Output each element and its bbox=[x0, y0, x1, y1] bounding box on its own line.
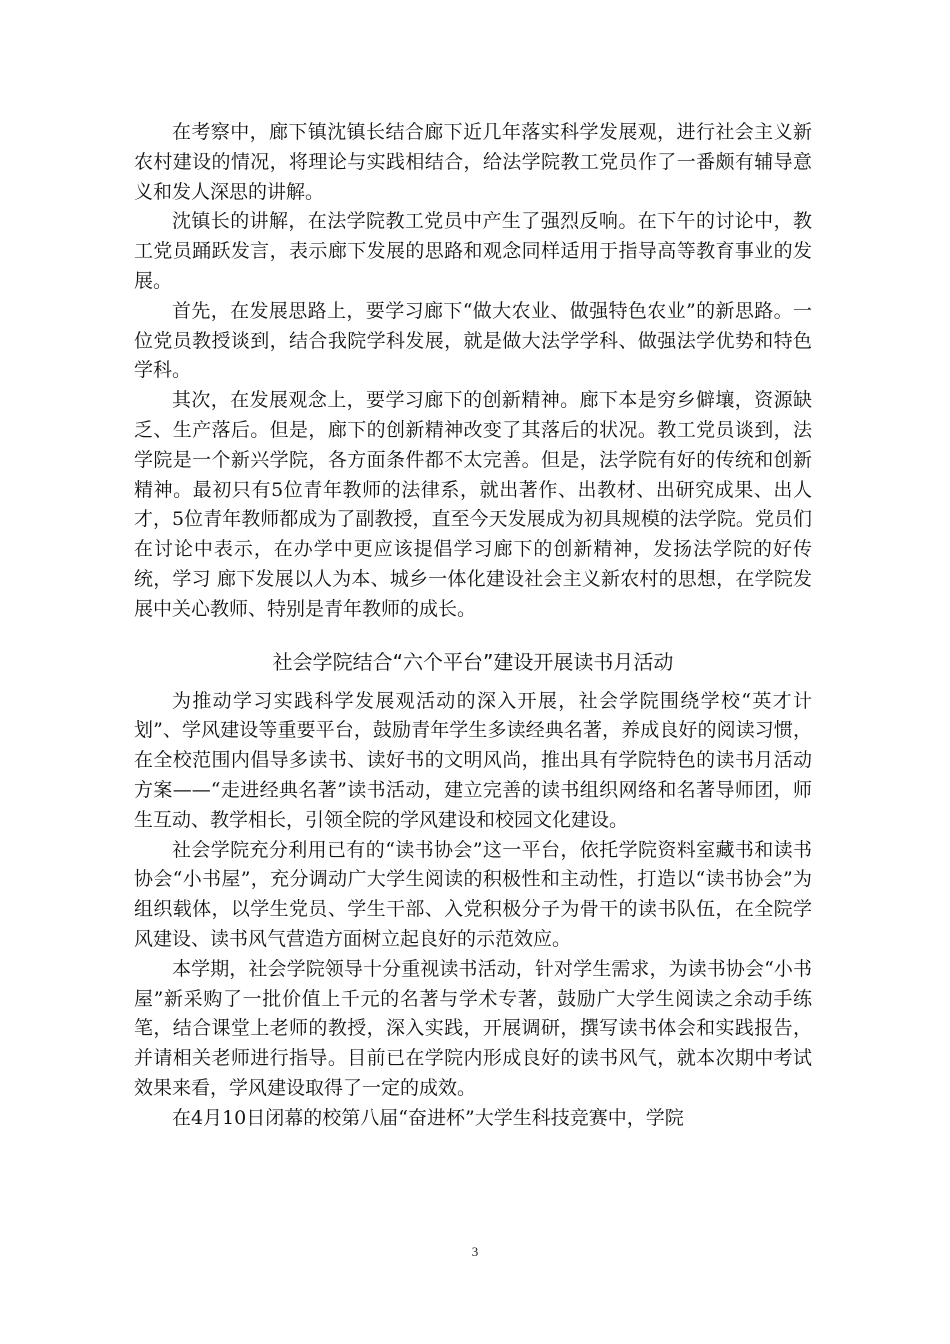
body-paragraph: 沈镇长的讲解，在法学院教工党员中产生了强烈反响。在下午的讨论中，教工党员踊跃发言，表示廊下发展的思路和观念同样适用于指导高等教育事业的发展。 bbox=[134, 210, 812, 292]
body-paragraph: 本学期，社会学院领导十分重视读书活动，针对学生需求，为读书协会“小书屋”新采购了一批价值上千元的名著与学术专著，鼓励广大学生阅读之余动手练笔，结合课堂上老师的教授，深入实践，开展调研，撰写读书体会和实践报告，并请相关老师进行指导。目前已在学院内形成良好的读书风气，就本次期中考试效果来看，学风建设取得了一定的成效。 bbox=[134, 957, 812, 1099]
body-paragraph: 在考察中，廊下镇沈镇长结合廊下近几年落实科学发展观，进行社会主义新农村建设的情况，将理论与实践相结合，给法学院教工党员作了一番颇有辅导意义和发人深思的讲解。 bbox=[134, 121, 812, 203]
section-heading: 社会学院结合“六个平台”建设开展读书月活动 bbox=[272, 649, 674, 674]
body-paragraph: 首先，在发展思路上，要学习廊下“做大农业、做强特色农业”的新思路。一位党员教授谈到，结合我院学科发展，就是做大法学学科、做强法学优势和特色学科。 bbox=[134, 299, 812, 382]
body-paragraph: 在4月10日闭幕的校第八届“奋进杯”大学生科技竞赛中，学院 bbox=[172, 1106, 684, 1129]
page-number: 3 bbox=[471, 1244, 479, 1259]
document-body bbox=[134, 118, 812, 1134]
body-paragraph: 为推动学习实践科学发展观活动的深入开展，社会学院围绕学校“英才计划”、学风建设等重要平台，鼓励青年学生多读经典名著，养成良好的阅读习惯，在全校范围内倡导多读书、读好书的文明风尚，推出具有学院特色的读书月活动方案——“走进经典名著”读书活动，建立完善的读书组织网络和名著导师团，师生互动、教学相长，引领全院的学风建设和校园文化建设。 bbox=[134, 689, 812, 831]
body-paragraph: 其次，在发展观念上，要学习廊下的创新精神。廊下本是穷乡僻壤，资源缺乏、生产落后。但是，廊下的创新精神改变了其落后的状况。教工党员谈到，法学院是一个新兴学院，各方面条件都不太完善。但是，法学院有好的传统和创新精神。最初只有5位青年教师的法律系，就出著作、出教材、出研究成果、出人才，5位青年教师都成为了副教授，直至今天发展成为初具规模的法学院。党员们在讨论中表示，在办学中更应该提倡学习廊下的创新精神，发扬法学院的好传统，学习 廊下发展以人为本、城乡一体化建设社会主义新农村的思想，在学院发展中关心教师、特别是青年教师的成长。 bbox=[134, 389, 812, 620]
body-paragraph: 社会学院充分利用已有的“读书协会”这一平台，依托学院资料室藏书和读书协会“小书屋”，充分调动广大学生阅读的积极性和主动性，打造以“读书协会”为组织载体，以学生党员、学生干部、入党积极分子为骨干的读书队伍，在全院学风建设、读书风气营造方面树立起良好的示范效应。 bbox=[134, 838, 812, 950]
